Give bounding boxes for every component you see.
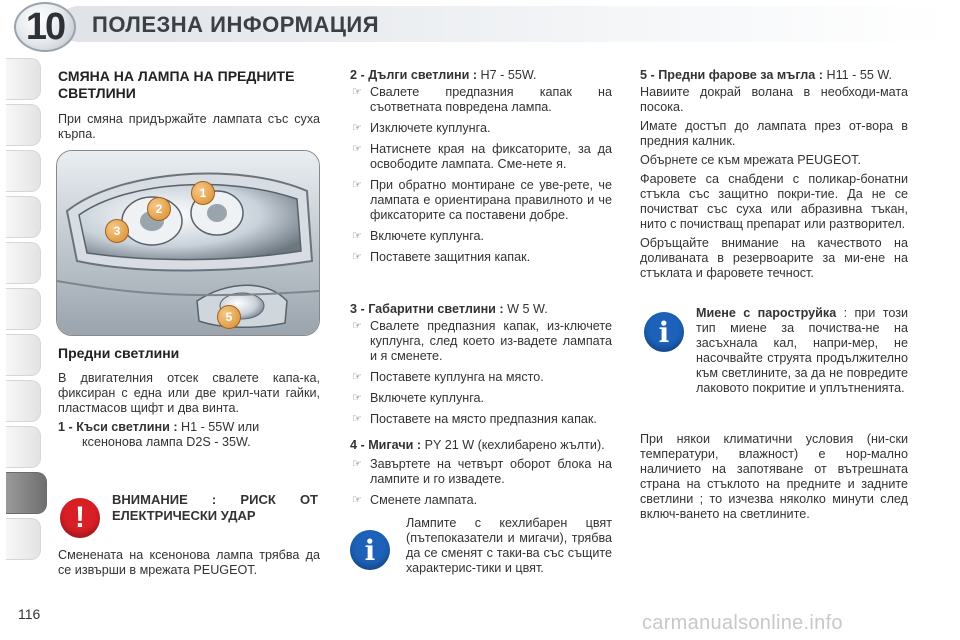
page-header bbox=[0, 0, 960, 48]
item-4-label: 4 - Мигачи : bbox=[350, 438, 422, 452]
info-icon: i bbox=[350, 530, 390, 570]
info-text-amber-lamps: Лампите с кехлибарен цвят (пътепоказатели и мигачи), трябва да се сменят с таки-ва със същите характерис-тики и цвят. bbox=[406, 516, 612, 575]
chapter-tabs bbox=[0, 58, 44, 578]
headlight-photo bbox=[56, 150, 320, 336]
warning-icon: ! bbox=[60, 498, 100, 538]
item-2-label: 2 - Дълги светлини : bbox=[350, 68, 478, 82]
pointer-icon: ☞ bbox=[352, 413, 362, 425]
item-1 bbox=[58, 420, 320, 435]
step-item: ☞ Поставете на място предпазния капак. bbox=[352, 412, 597, 426]
section-heading: СМЯНА НА ЛАМПА НА ПРЕДНИТЕ СВЕТЛИНИ bbox=[58, 68, 295, 101]
left-column-lower bbox=[58, 346, 320, 454]
pointer-icon: ☞ bbox=[352, 179, 362, 191]
pointer-icon: ☞ bbox=[352, 320, 362, 332]
item-3-value: W 5 W. bbox=[507, 302, 548, 316]
step-item: ☞ Натиснете края на фиксаторите, за да освободите лампата. Сме-нете я. bbox=[352, 142, 612, 171]
chapter-tab[interactable] bbox=[6, 518, 41, 560]
item-1-label: 1 - Къси светлини : bbox=[58, 420, 178, 434]
middle-column bbox=[350, 68, 612, 271]
chapter-number-badge: 10 bbox=[14, 2, 76, 52]
right-paragraph: Обърнете се към мрежата PEUGEOT. bbox=[640, 153, 861, 167]
item-1-cont: ксенонова лампа D2S - 35W. bbox=[82, 435, 251, 449]
item-2-value: Н7 - 55W. bbox=[480, 68, 537, 82]
step-item: ☞ Изключете куплунга. bbox=[352, 121, 491, 135]
chapter-tab[interactable] bbox=[6, 196, 41, 238]
chapter-tab[interactable] bbox=[6, 334, 41, 376]
step-item: ☞ Завъртете на четвърт оборот блока на лампите и го извадете. bbox=[352, 457, 612, 486]
info-pressure-wash-title: Миене с пароструйка bbox=[696, 306, 837, 320]
step-item: ☞ Свалете предпазния капак на съответната повредена лампа. bbox=[352, 85, 612, 114]
right-column bbox=[640, 68, 908, 285]
chapter-tab[interactable] bbox=[6, 150, 41, 192]
chapter-tab[interactable] bbox=[6, 242, 41, 284]
step-item: ☞ Свалете предпазния капак, из-ключете куплунга, след което из-вадете лампата и я сменете. bbox=[352, 319, 612, 363]
page-number: 116 bbox=[18, 606, 41, 622]
step-item: ☞ Поставете куплунга на място. bbox=[352, 370, 544, 384]
intro-text: При смяна придържайте лампата със суха кърпа. bbox=[58, 112, 320, 141]
chapter-tab[interactable] bbox=[6, 380, 41, 422]
page-title: ПОЛЕЗНА ИНФОРМАЦИЯ bbox=[92, 12, 380, 37]
right-paragraph: Обръщайте внимание на качеството на доливаната в резервоарите за ми-ене на стъклата и фаровете течност. bbox=[640, 236, 908, 280]
callout-5: 5 bbox=[217, 305, 241, 329]
callout-3: 3 bbox=[105, 219, 129, 243]
chapter-tab[interactable] bbox=[6, 426, 41, 468]
step-item: ☞ Поставете защитния капак. bbox=[352, 250, 531, 264]
info-pressure-wash bbox=[696, 306, 908, 396]
chapter-tab-active[interactable] bbox=[6, 472, 47, 514]
item-5-label: 5 - Предни фарове за мъгла : bbox=[640, 68, 823, 82]
right-paragraph: Фаровете са снабдени с поликар-бонатни стъкла със защитно покри-тие. Да не се почистват със суха или абразивна тъкан, нито с почистващ препарат или разтворител. bbox=[640, 172, 908, 231]
middle-column-item3 bbox=[350, 302, 612, 433]
watermark: carmanualsonline.info bbox=[642, 612, 843, 634]
pointer-icon: ☞ bbox=[352, 122, 362, 134]
right-paragraph: Имате достъп до лампата през от-вора в предния калник. bbox=[640, 119, 908, 148]
pointer-icon: ☞ bbox=[352, 458, 362, 470]
paragraph-hood: В двигателния отсек свалете капа-ка, фиксиран с една или две крил-чати гайки, пластмасов щифт и два винта. bbox=[58, 371, 320, 415]
item-1-value: Н1 - 55W или bbox=[181, 420, 260, 434]
pointer-icon: ☞ bbox=[352, 86, 362, 98]
right-paragraph: Навиите докрай волана в необходи-мата посока. bbox=[640, 85, 908, 114]
item-5-value: Н11 - 55 W. bbox=[826, 68, 893, 82]
callout-1: 1 bbox=[191, 181, 215, 205]
step-item: ☞ При обратно монтиране се уве-рете, че лампата е ориентирана правилното и че фиксаторите са поставени добре. bbox=[352, 178, 612, 222]
pointer-icon: ☞ bbox=[352, 392, 362, 404]
subheading-front-lights: Предни светлини bbox=[58, 345, 180, 361]
step-item: ☞ Включете куплунга. bbox=[352, 229, 485, 243]
info-pressure-wash-text: : при този тип миене за почиства-не на засъхнала кал, напри-мер, не насочвайте струята продължително към светлините, за да не повредите лаковото покритие и уплътненията. bbox=[696, 306, 909, 395]
pointer-icon: ☞ bbox=[352, 230, 362, 242]
chapter-tab[interactable] bbox=[6, 104, 41, 146]
chapter-tab[interactable] bbox=[6, 288, 41, 330]
chapter-tab[interactable] bbox=[6, 58, 41, 100]
info-icon: i bbox=[644, 312, 684, 352]
step-item: ☞ Включете куплунга. bbox=[352, 391, 485, 405]
warning-text: Сменената на ксенонова лампа трябва да се извърши в мрежата PEUGEOT. bbox=[58, 548, 320, 577]
warning-title: ВНИМАНИЕ : РИСК ОТ ЕЛЕКТРИЧЕСКИ УДАР bbox=[112, 492, 318, 523]
pointer-icon: ☞ bbox=[352, 251, 362, 263]
step-item: ☞ Сменете лампата. bbox=[352, 493, 478, 507]
callout-2: 2 bbox=[147, 197, 171, 221]
item-3-label: 3 - Габаритни светлини : bbox=[350, 302, 504, 316]
item-4-value: PY 21 W (кехлибарено жълти). bbox=[424, 438, 605, 452]
pointer-icon: ☞ bbox=[352, 143, 362, 155]
pointer-icon: ☞ bbox=[352, 494, 362, 506]
middle-column-item4 bbox=[350, 438, 612, 514]
left-column bbox=[58, 68, 320, 146]
pointer-icon: ☞ bbox=[352, 371, 362, 383]
headlight-illustration bbox=[57, 151, 319, 335]
info-condensation-text: При някои климатични условия (ни-ски температури, влажност) е нор-мално наличието на запотяване от вътрешната страна на стъклото на предните и задните светлини ; то изчезва няколко минути след включ-ването на светлините. bbox=[640, 432, 908, 521]
